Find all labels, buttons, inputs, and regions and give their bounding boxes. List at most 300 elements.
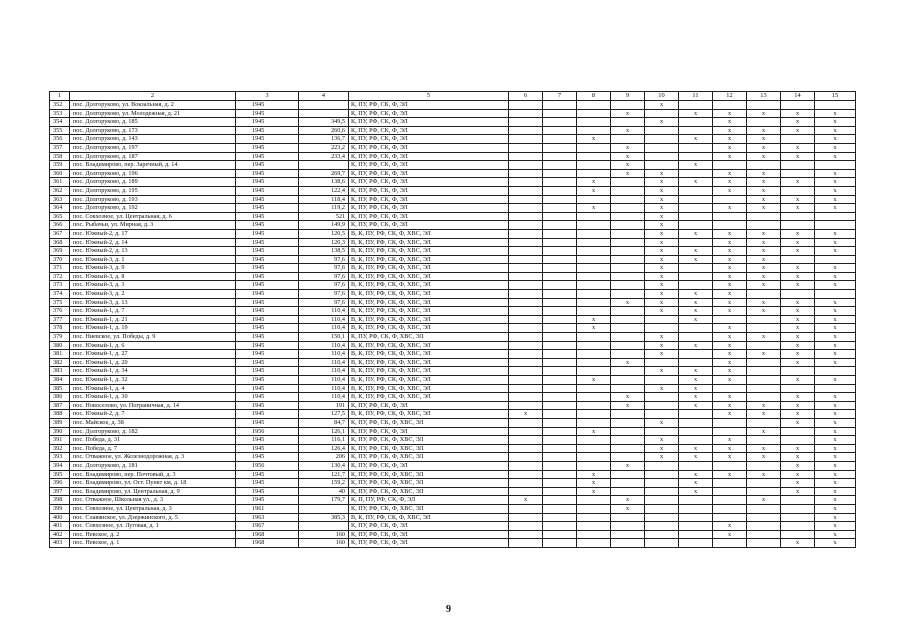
table-cell <box>577 341 611 350</box>
table-cell <box>679 195 713 204</box>
table-cell <box>543 143 577 152</box>
table-cell <box>509 530 543 539</box>
table-cell <box>543 410 577 419</box>
header-row <box>50 92 856 101</box>
table-cell: 355 <box>50 126 70 135</box>
table-cell: 367 <box>50 229 70 238</box>
table-cell <box>781 290 815 299</box>
table-cell: x <box>747 169 781 178</box>
table-cell: пос. Южный-3, д. 3 <box>70 281 236 290</box>
table-cell: К, ПУ, РФ, СК, Ф, ЭЛ <box>349 204 509 213</box>
table-cell <box>611 376 645 385</box>
table-cell <box>679 539 713 548</box>
table-cell: 127,5 <box>299 410 349 419</box>
table-cell: x <box>781 444 815 453</box>
table-cell <box>543 376 577 385</box>
table-cell <box>679 238 713 247</box>
table-cell <box>645 393 679 402</box>
table-cell <box>577 109 611 118</box>
table-cell <box>781 427 815 436</box>
table-cell: пос. Ниевское, ул. Победы, д. 9 <box>70 333 236 342</box>
table-cell <box>679 418 713 427</box>
table-cell: 375 <box>50 298 70 307</box>
table-cell <box>713 161 747 170</box>
table-cell: x <box>645 212 679 221</box>
table-cell <box>509 281 543 290</box>
table-cell <box>577 238 611 247</box>
table-cell: В, К, ПУ, РФ, СК, Ф, ХВС, ЭЛ <box>349 238 509 247</box>
table-cell <box>543 367 577 376</box>
table-cell: 1945 <box>236 376 299 385</box>
table-cell <box>679 281 713 290</box>
table-cell: 361 <box>50 178 70 187</box>
table-cell <box>679 522 713 531</box>
table-cell: 1945 <box>236 178 299 187</box>
table-cell: К, ПУ, РФ, СК, Ф, ЭЛ <box>349 530 509 539</box>
table-cell <box>543 427 577 436</box>
table-cell: x <box>815 539 856 548</box>
table-cell <box>611 178 645 187</box>
table-cell: В, К, ПУ, РФ, СК, Ф, ХВС, ЭЛ <box>349 350 509 359</box>
table-cell: x <box>781 418 815 427</box>
table-cell: пос. Совхозное, ул. Луговая, д. 1 <box>70 522 236 531</box>
table-cell <box>577 195 611 204</box>
table-cell <box>577 118 611 127</box>
table-cell: пос. Южный-1, д. 19 <box>70 324 236 333</box>
table-row <box>50 479 856 488</box>
table-cell <box>509 229 543 238</box>
table-cell: 126,4 <box>299 444 349 453</box>
table-cell: x <box>747 333 781 342</box>
table-cell <box>509 126 543 135</box>
table-cell: 1945 <box>236 281 299 290</box>
table-cell: К, ПУ, РФ, СК, Ф, ХВС, ЭЛ <box>349 418 509 427</box>
column-header: 3 <box>236 92 299 101</box>
table-cell <box>509 307 543 316</box>
table-cell <box>645 539 679 548</box>
table-cell <box>543 530 577 539</box>
table-cell <box>679 126 713 135</box>
table-cell <box>543 496 577 505</box>
table-cell: пос. Рыбачьи, ул. Мирная, д. 3 <box>70 221 236 230</box>
table-cell <box>543 281 577 290</box>
table-cell: x <box>747 186 781 195</box>
table-cell: x <box>713 444 747 453</box>
table-cell: x <box>509 410 543 419</box>
table-cell: x <box>713 186 747 195</box>
table-cell: 1945 <box>236 333 299 342</box>
table-cell: 365 <box>50 212 70 221</box>
table-cell <box>747 221 781 230</box>
table-cell: 1945 <box>236 298 299 307</box>
table-cell: x <box>679 479 713 488</box>
table-cell <box>509 195 543 204</box>
table-row <box>50 427 856 436</box>
table-row <box>50 109 856 118</box>
table-cell <box>509 221 543 230</box>
table-cell: x <box>815 376 856 385</box>
table-cell <box>611 513 645 522</box>
table-cell: x <box>611 461 645 470</box>
table-cell <box>509 539 543 548</box>
table-cell: x <box>781 376 815 385</box>
table-cell: 84,7 <box>299 418 349 427</box>
table-cell <box>611 290 645 299</box>
table-cell: x <box>577 315 611 324</box>
table-cell <box>815 367 856 376</box>
table-cell <box>781 513 815 522</box>
table-cell: 357 <box>50 143 70 152</box>
table-cell <box>543 333 577 342</box>
table-cell: 363 <box>50 195 70 204</box>
table-cell: x <box>645 333 679 342</box>
table-cell: 352 <box>50 101 70 110</box>
table-cell <box>611 307 645 316</box>
table-row <box>50 118 856 127</box>
table-cell: x <box>747 195 781 204</box>
table-cell <box>543 307 577 316</box>
table-cell <box>509 315 543 324</box>
table-cell: x <box>713 126 747 135</box>
table-cell <box>543 161 577 170</box>
column-header: 9 <box>611 92 645 101</box>
table-cell: 126,1 <box>299 427 349 436</box>
table-cell: x <box>815 333 856 342</box>
table-cell <box>611 212 645 221</box>
table-cell: x <box>815 513 856 522</box>
table-cell <box>679 496 713 505</box>
table-cell <box>577 298 611 307</box>
table-cell: К, ПУ, РФ, СК, Ф, ХВС, ЭЛ <box>349 479 509 488</box>
table-cell: 1967 <box>236 522 299 531</box>
table-cell <box>543 470 577 479</box>
table-cell: пос. Майское, д. 38 <box>70 418 236 427</box>
table-cell: x <box>679 401 713 410</box>
table-cell <box>645 126 679 135</box>
table-cell <box>577 513 611 522</box>
column-header: 13 <box>747 92 781 101</box>
table-cell <box>577 161 611 170</box>
table-cell: x <box>577 186 611 195</box>
table-row <box>50 101 856 110</box>
table-cell: К, ПУ, РФ, СК, Ф, ЭЛ <box>349 135 509 144</box>
table-cell <box>781 212 815 221</box>
table-cell: 366 <box>50 221 70 230</box>
table-cell: пос. Владимирово, ул. Ост. Пункт км, д. 18 <box>70 479 236 488</box>
table-cell: пос. Южный-1, д. 21 <box>70 315 236 324</box>
table-cell: 1945 <box>236 307 299 316</box>
table-cell: x <box>781 333 815 342</box>
table-cell: x <box>645 221 679 230</box>
table-cell <box>577 504 611 513</box>
table-cell <box>611 255 645 264</box>
table-cell: В, К, ПУ, РФ, СК, Ф, ХВС, ЭЛ <box>349 255 509 264</box>
table-cell: пос. Отважное, ул. Железнодорожная, д. 3 <box>70 453 236 462</box>
table-cell: x <box>747 152 781 161</box>
table-cell <box>577 496 611 505</box>
table-cell <box>509 238 543 247</box>
table-cell: x <box>713 238 747 247</box>
table-cell <box>781 221 815 230</box>
table-cell: К, ПУ, РФ, СК, Ф, ЭЛ <box>349 401 509 410</box>
table-row <box>50 255 856 264</box>
table-cell: пос. Долгоруково, д. 181 <box>70 461 236 470</box>
table-row <box>50 444 856 453</box>
table-cell <box>747 522 781 531</box>
table-cell: x <box>679 393 713 402</box>
table-cell: x <box>645 298 679 307</box>
table-cell: x <box>781 298 815 307</box>
table-cell <box>543 221 577 230</box>
table-cell <box>509 522 543 531</box>
table-cell <box>645 504 679 513</box>
table-cell <box>713 315 747 324</box>
table-cell: 130,4 <box>299 461 349 470</box>
table-row <box>50 221 856 230</box>
table-cell: x <box>815 341 856 350</box>
table-cell: x <box>577 479 611 488</box>
table-cell: 1945 <box>236 315 299 324</box>
table-cell <box>577 358 611 367</box>
table-cell: 402 <box>50 530 70 539</box>
table-cell: x <box>815 298 856 307</box>
table-cell: 1945 <box>236 221 299 230</box>
column-header: 5 <box>349 92 509 101</box>
table-cell: пос. Южный-3, д. 13 <box>70 298 236 307</box>
table-cell: 1945 <box>236 118 299 127</box>
table-cell <box>543 238 577 247</box>
table-cell: x <box>815 152 856 161</box>
table-cell: пос. Славянское, ул. Дзержинского, д. 5 <box>70 513 236 522</box>
table-cell <box>645 513 679 522</box>
table-cell <box>611 436 645 445</box>
table-cell <box>645 470 679 479</box>
table-cell: x <box>611 169 645 178</box>
table-cell: 397 <box>50 487 70 496</box>
table-cell <box>543 298 577 307</box>
table-cell <box>543 212 577 221</box>
table-cell: x <box>713 247 747 256</box>
table-cell: x <box>747 135 781 144</box>
table-cell: 1963 <box>236 513 299 522</box>
table-cell: x <box>713 522 747 531</box>
table-cell <box>679 427 713 436</box>
column-header: 7 <box>543 92 577 101</box>
table-cell <box>543 118 577 127</box>
table-cell: В, К, ПУ, РФ, СК, Ф, ХВС, ЭЛ <box>349 358 509 367</box>
table-cell: x <box>713 152 747 161</box>
table-cell: x <box>713 143 747 152</box>
table-cell: К, ПУ, РФ, СК, Ф, ЭЛ <box>349 118 509 127</box>
table-cell: x <box>815 238 856 247</box>
table-cell: К, ПУ, РФ, СК, Ф, ХВС, ЭЛ <box>349 504 509 513</box>
table-cell <box>543 126 577 135</box>
table-cell: 1945 <box>236 367 299 376</box>
table-cell: x <box>645 247 679 256</box>
table-cell: x <box>815 315 856 324</box>
table-cell: x <box>645 290 679 299</box>
table-cell <box>509 247 543 256</box>
table-cell: x <box>781 264 815 273</box>
table-cell <box>577 522 611 531</box>
table-cell: x <box>781 109 815 118</box>
table-cell <box>509 479 543 488</box>
table-cell: x <box>781 126 815 135</box>
table-cell <box>781 504 815 513</box>
table-cell: пос. Южный-3, д. 2 <box>70 290 236 299</box>
table-row <box>50 461 856 470</box>
table-cell: x <box>577 204 611 213</box>
table-cell <box>543 186 577 195</box>
table-cell <box>509 461 543 470</box>
table-cell: 110,4 <box>299 324 349 333</box>
table-cell: пос. Победа, д. 7 <box>70 444 236 453</box>
table-cell: 110,4 <box>299 376 349 385</box>
table-cell: 1945 <box>236 152 299 161</box>
table-cell: x <box>747 255 781 264</box>
table-cell <box>299 109 349 118</box>
table-cell <box>543 444 577 453</box>
table-cell: 370 <box>50 255 70 264</box>
table-cell: пос. Долгоруково, д. 187 <box>70 152 236 161</box>
table-cell: x <box>815 324 856 333</box>
table-cell <box>611 367 645 376</box>
table-cell <box>747 315 781 324</box>
table-cell <box>747 393 781 402</box>
table-cell: 206 <box>299 453 349 462</box>
table-cell: 360 <box>50 169 70 178</box>
table-cell <box>611 410 645 419</box>
table-cell: x <box>713 333 747 342</box>
table-cell <box>509 513 543 522</box>
table-cell: 521 <box>299 212 349 221</box>
table-cell: пос. Совхозное, ул. Центральная, д. 6 <box>70 212 236 221</box>
table-cell: x <box>679 255 713 264</box>
table-row <box>50 530 856 539</box>
table-cell: К, ПУ, РФ, СК, Ф, ХВС, ЭЛ <box>349 487 509 496</box>
table-cell <box>509 333 543 342</box>
table-cell: x <box>611 143 645 152</box>
table-cell: x <box>815 410 856 419</box>
table-cell: пос. Долгоруково, д. 185 <box>70 118 236 127</box>
table-cell <box>577 401 611 410</box>
table-cell: 1945 <box>236 479 299 488</box>
table-cell: 40 <box>299 487 349 496</box>
table-cell: x <box>679 444 713 453</box>
table-cell <box>679 221 713 230</box>
table-cell: x <box>781 307 815 316</box>
table-cell: 1945 <box>236 186 299 195</box>
table-cell <box>713 212 747 221</box>
table-cell: x <box>781 539 815 548</box>
table-cell: x <box>577 178 611 187</box>
table-row <box>50 358 856 367</box>
table-cell <box>747 530 781 539</box>
table-cell: x <box>679 135 713 144</box>
page-number: 9 <box>446 604 451 615</box>
table-cell: 1945 <box>236 487 299 496</box>
table-cell: x <box>815 126 856 135</box>
table-cell <box>577 436 611 445</box>
table-cell: x <box>713 281 747 290</box>
table-cell <box>679 272 713 281</box>
table-cell <box>577 444 611 453</box>
table-cell: 354 <box>50 118 70 127</box>
table-cell <box>577 143 611 152</box>
table-cell <box>679 264 713 273</box>
table-cell <box>747 504 781 513</box>
table-cell: x <box>815 204 856 213</box>
table-cell <box>611 333 645 342</box>
table-cell: x <box>645 341 679 350</box>
table-cell <box>645 143 679 152</box>
table-cell: x <box>577 135 611 144</box>
table-cell <box>543 272 577 281</box>
table-cell <box>509 341 543 350</box>
table-cell: 1945 <box>236 436 299 445</box>
table-cell: x <box>747 247 781 256</box>
table-cell <box>543 101 577 110</box>
table-cell <box>543 393 577 402</box>
table-cell <box>543 229 577 238</box>
table-cell: x <box>679 315 713 324</box>
table-row <box>50 315 856 324</box>
column-header: 14 <box>781 92 815 101</box>
table-cell: К, ПУ, РФ, СК, Ф, ЭЛ <box>349 101 509 110</box>
table-cell: В, К, ПУ, РФ, СК, Ф, ХВС, ЭЛ <box>349 315 509 324</box>
table-cell <box>679 204 713 213</box>
table-cell: 382 <box>50 358 70 367</box>
table-cell <box>611 418 645 427</box>
table-cell: x <box>815 109 856 118</box>
table-cell: 179,7 <box>299 496 349 505</box>
column-header: 6 <box>509 92 543 101</box>
table-cell <box>713 195 747 204</box>
table-cell <box>781 496 815 505</box>
table-cell <box>611 247 645 256</box>
table-cell: x <box>781 118 815 127</box>
table-cell <box>645 376 679 385</box>
table-cell: 269,7 <box>299 169 349 178</box>
table-cell: x <box>713 135 747 144</box>
table-cell: 384 <box>50 376 70 385</box>
table-cell: 110,4 <box>299 350 349 359</box>
table-cell <box>509 255 543 264</box>
table-cell <box>747 487 781 496</box>
table-cell: x <box>815 453 856 462</box>
table-cell: 380 <box>50 341 70 350</box>
table-row <box>50 522 856 531</box>
table-cell <box>679 530 713 539</box>
table-cell: x <box>781 229 815 238</box>
table-cell: пос. Долгоруково, д. 173 <box>70 126 236 135</box>
table-cell: x <box>679 367 713 376</box>
table-cell: x <box>713 436 747 445</box>
table-cell: x <box>815 470 856 479</box>
table-cell: x <box>815 272 856 281</box>
table-cell <box>713 496 747 505</box>
table-cell: x <box>781 143 815 152</box>
table-cell: x <box>679 487 713 496</box>
table-cell: К, ПУ, РФ, СК, Ф, ЭЛ <box>349 427 509 436</box>
table-cell: 386 <box>50 393 70 402</box>
column-header: 1 <box>50 92 70 101</box>
table-cell: x <box>815 178 856 187</box>
table-cell <box>509 169 543 178</box>
table-cell: x <box>713 358 747 367</box>
table-cell <box>645 496 679 505</box>
table-row <box>50 229 856 238</box>
